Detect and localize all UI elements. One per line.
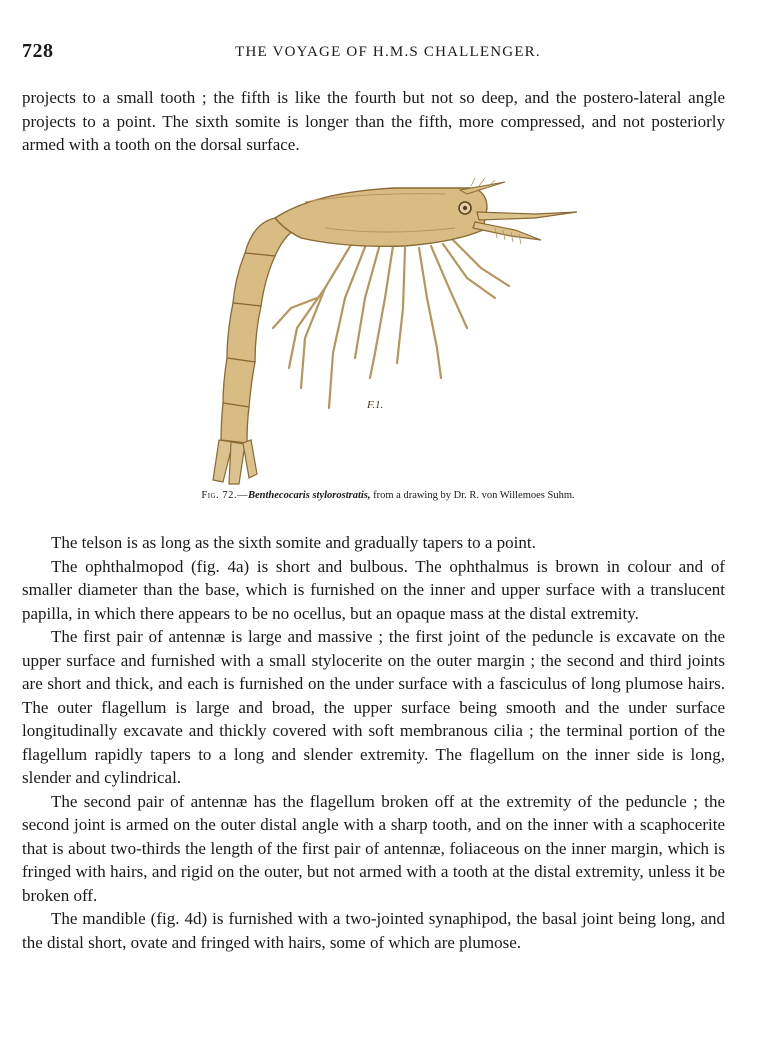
paragraph: The mandible (fig. 4d) is furnished with a two-jointed synaphipod, the basal joint being long, and the distal short, ovate and fringed with hairs, some of which are plumose. — [22, 909, 725, 952]
caption-source: from a drawing by Dr. R. von Willemoes Suhm. — [370, 490, 575, 501]
caption-species: Benthecocaris stylorostratis, — [247, 490, 371, 501]
carapace — [275, 188, 487, 246]
shrimp-drawing — [205, 178, 585, 490]
legs — [273, 238, 509, 408]
figure-caption — [0, 490, 776, 501]
text-block-bottom — [22, 531, 725, 954]
abdomen — [221, 218, 301, 443]
paragraph: The telson is as long as the sixth somite and gradually tapers to a point. — [51, 533, 536, 552]
running-title: THE VOYAGE OF H.M.S CHALLENGER. — [235, 44, 541, 60]
paragraph: The first pair of antennæ is large and massive ; the first joint of the peduncle is excavate on the upper surface and furnished with a small stylocerite on the outer margin ; the second and third joints are short and thick, and each is furnished on the under surface with a fasciculus of long plumose hairs. The outer flagellum is large and broad, the upper surface being smooth and the under surface longitudinally excavate and thickly covered with soft membranous cilia ; the terminal portion of the flagellum rapidly tapers to a long and slender extremity. The flagellum on the inner side is long, slender and cylindrical. — [22, 627, 725, 787]
page-number: 728 — [22, 40, 54, 62]
paragraph: The ophthalmopod (fig. 4a) is short and bulbous. The ophthalmus is brown in colour and of smaller diameter than the base, which is furnished on the inner and upper surface with a translucent papilla, in which there appears to be no ocellus, but an opaque mass at the distal extremity. — [22, 556, 725, 623]
tail-fan — [213, 440, 257, 484]
paragraph: projects to a small tooth ; the fifth is like the fourth but not so deep, and the postero-lateral angle projects to a point. The sixth somite is longer than the fifth, more compressed, and not posteriorly armed with a tooth on the dorsal surface. — [22, 88, 725, 154]
paragraph: The second pair of antennæ has the flagellum broken off at the extremity of the peduncle ; the second joint is armed on the outer distal angle with a sharp tooth, and on the inner with a scaphocerite that is about two-thirds the length of the first pair of antennæ, foliaceous on the inner margin, which is fringed with hairs, and rigid on the outer, but not armed with a tooth at the distal extremity, unless it be broken off. — [22, 791, 725, 905]
antennae — [473, 212, 577, 240]
figure-plate-label: F.1. — [367, 399, 384, 411]
text-block-top — [22, 86, 725, 157]
caption-prefix: Fig. 72.— — [201, 490, 248, 501]
shrimp-illustration — [205, 178, 585, 490]
